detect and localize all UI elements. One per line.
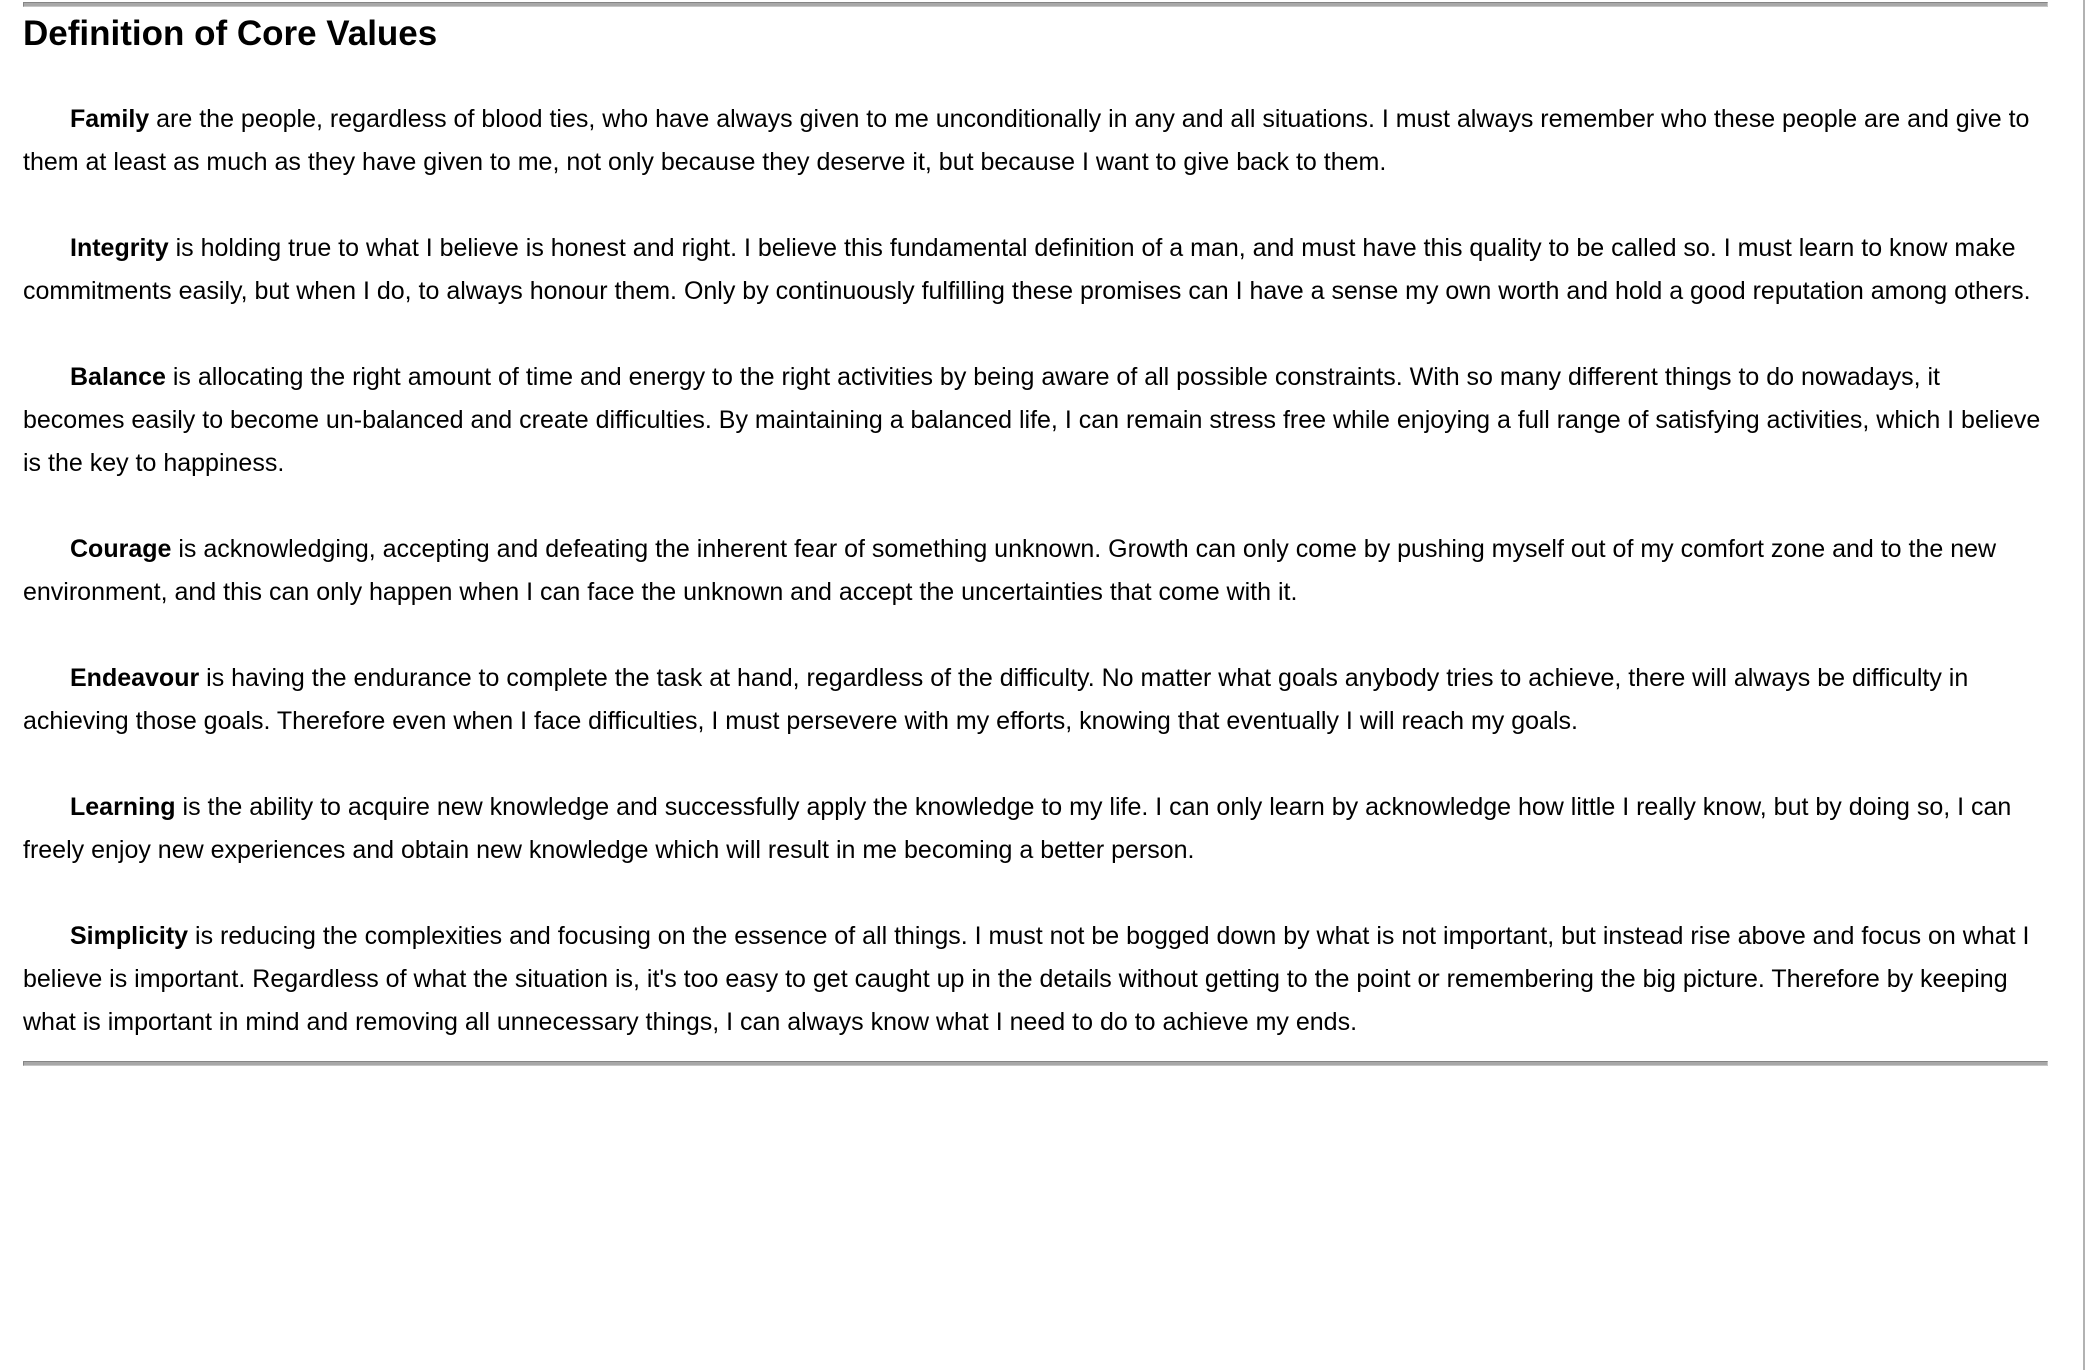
term-endeavour: Endeavour [70, 664, 199, 692]
term-learning: Learning [70, 793, 176, 821]
term-family: Family [70, 105, 149, 133]
paragraph-integrity [23, 227, 2048, 313]
paragraph-integrity-text: is holding true to what I believe is honest and right. I believe this fundamental definition of a man, and must have this quality to be called so. I must learn to know make commitments easily, but when I do, to always honour them. Only by continuously fulfilling these promises can I have a sense my own worth and hold a good reputation among others. [23, 234, 2031, 305]
document-page [23, 2, 2048, 1066]
paragraph-learning [23, 786, 2048, 872]
paragraph-learning-text: is the ability to acquire new knowledge and successfully apply the knowledge to my life. I can only learn by acknowledge how little I really know, but by doing so, I can freely enjoy new experiences and obtain new knowledge which will result in me becoming a better person. [23, 793, 2011, 864]
paragraph-simplicity-text: is reducing the complexities and focusing on the essence of all things. I must not be bogged down by what is not important, but instead rise above and focus on what I believe is important. Regardless of what the situation is, it's too easy to get caught up in the details without getting to the point or remembering the big picture. Therefore by keeping what is important in mind and removing all unnecessary things, I can always know what I need to do to achieve my ends. [23, 922, 2029, 1036]
paragraph-simplicity [23, 915, 2048, 1044]
term-integrity: Integrity [70, 234, 169, 262]
term-simplicity: Simplicity [70, 922, 188, 950]
paragraph-family-text: are the people, regardless of blood ties, who have always given to me unconditionally in any and all situations. I must always remember who these people are and give to them at least as much as they have given to me, not only because they deserve it, but because I want to give back to them. [23, 105, 2029, 176]
paragraph-family [23, 98, 2048, 184]
paragraph-endeavour [23, 657, 2048, 743]
paragraph-balance [23, 356, 2048, 485]
term-balance: Balance [70, 363, 166, 391]
paragraph-endeavour-text: is having the endurance to complete the task at hand, regardless of the difficulty. No matter what goals anybody tries to achieve, there will always be difficulty in achieving those goals. Therefore even when I face difficulties, I must persevere with my efforts, knowing that eventually I will reach my goals. [23, 664, 1968, 735]
top-divider [23, 2, 2048, 7]
page-title: Definition of Core Values [23, 13, 2048, 55]
bottom-divider [23, 1061, 2048, 1066]
paragraph-balance-text: is allocating the right amount of time and energy to the right activities by being aware of all possible constraints. With so many different things to do nowadays, it becomes easily to become un-balanced and create difficulties. By maintaining a balanced life, I can remain stress free while enjoying a full range of satisfying activities, which I believe is the key to happiness. [23, 363, 2040, 477]
paragraph-courage [23, 528, 2048, 614]
term-courage: Courage [70, 535, 171, 563]
window-right-border [2083, 0, 2085, 1370]
paragraph-courage-text: is acknowledging, accepting and defeating the inherent fear of something unknown. Growth can only come by pushing myself out of my comfort zone and to the new environment, and this can only happen when I can face the unknown and accept the uncertainties that come with it. [23, 535, 1996, 606]
